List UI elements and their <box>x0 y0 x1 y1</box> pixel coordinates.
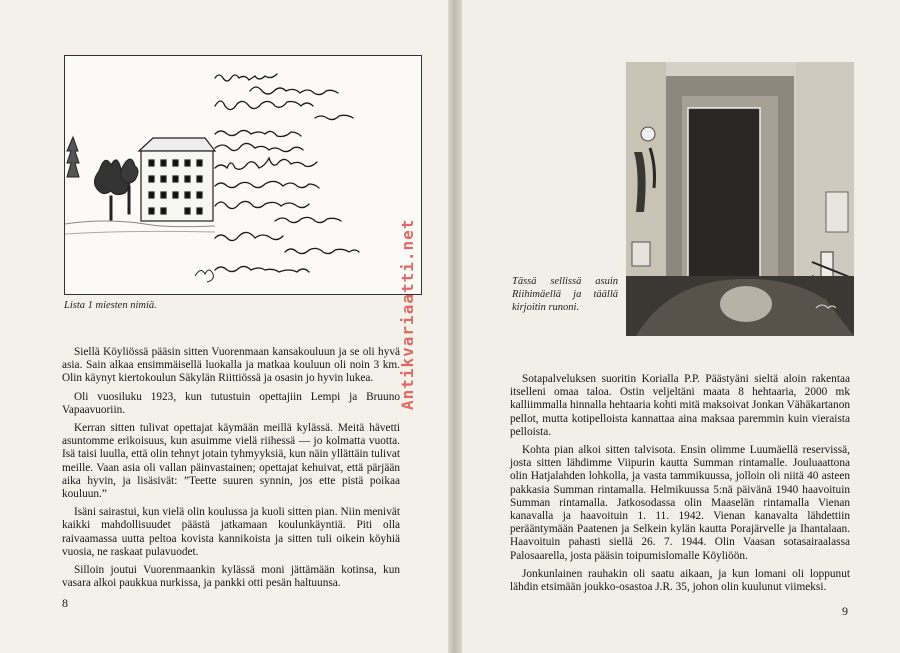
prison-cell-illustration <box>626 62 854 336</box>
paragraph: Silloin joutui Vuorenmaankin kylässä moni jättämään kotinsa, kun vasara alkoi paukkua nurkissa, ja pankki otti pesän haltuunsa. <box>62 564 400 590</box>
paragraph: Siellä Köyliössä pääsin sitten Vuorenmaan kansakouluun ja se oli hyvä asia. Sain alkaa ensimmäisellä luokalla ja matkaa kouluun oli noin 3 km. Olin käynyt kiertokoulun Säkylän Riittiössä ja osasin jo hyvin lukea. <box>62 346 400 385</box>
cell-door-icon <box>626 62 854 336</box>
watermark: Antikvariaatti.net <box>398 218 417 410</box>
paragraph: Isäni sairastui, kun vielä olin koulussa ja kuoli sitten pian. Niin menivät kaikki mahdollisuudet päästä jatkamaan koulunkäyntiä. Piti olla raivaamassa uutta peltoa kovista kannikoista ja sitten tuli oikein köyhiä vuosia, ne raskaat pulavuodet. <box>62 506 400 558</box>
right-page-body <box>510 373 850 599</box>
paragraph: Kohta pian alkoi sitten talvisota. Ensin olimme Luumäellä reservissä, josta sitten lähdimme Viipurin kautta Summan rintamalle. Jouluaattona olin Hatjalahden lohkolla, ja vasta tammikuussa, jolloin oli niitä 40 asteen pakkasia Summan rintamalla. Helmikuussa 5:nä päivänä 1940 haavoituin Summan rintamalla. Jatkosodassa olin Maaselän rintamalla Vienan kanavalla ja haavoituin 1. 11. 1942. Vienan kanavalta lähdettiin perääntymään Paatenen ja Selkein kylän kautta Porajärvelle ja Ihantalaan. Haavoituin pahasti siellä 26. 7. 1944. Olin Vaasan sotasairaalassa Palosaarella, josta pääsin toipumislomalle Köyliöön. <box>510 444 850 562</box>
page-number-left: 8 <box>62 596 68 610</box>
right-figure-caption: Tässä sellissä asuin Riihimäellä ja täällä kirjoitin runoni. <box>512 276 618 313</box>
paragraph: Jonkunlainen rauhakin oli saatu aikaan, ja kun lomani oli loppunut lähdin etsimään joukko-osastoa J.R. 35, johon olin kuulunut viimeksi. <box>510 567 850 594</box>
paragraph: Sotapalveluksen suoritin Korialla P.P. Päästyäni sieltä aloin rakentaa itselleni omaa taloa. Ostin veljeltäni maata 8 hehtaaria, 2000 mk kalliimmalla hinnalla hehtaaria kohti mitä maksoivat Jonkan Vähäkartanon pellot, mutta kotipelloista kannattaa aina maksaa paremmin kuin vieraista pelloista. <box>510 373 850 438</box>
paragraph: Oli vuosiluku 1923, kun tutustuin opettajiin Lempi ja Bruuno Vapaavuoriin. <box>62 390 400 416</box>
left-figure-caption: Lista 1 miesten nimiä. <box>64 300 157 311</box>
handwritten-list-illustration <box>64 55 422 295</box>
building-sketch-icon <box>65 56 421 294</box>
page-number-right: 9 <box>842 604 848 618</box>
watermark-container <box>398 218 418 430</box>
paragraph: Kerran sitten tulivat opettajat käymään meillä kylässä. Meitä hävetti asuntomme erikoisuus, kun asuimme vielä riihessä — jo kolmatta vuotta. Isä taisi luulla, että olin tehnyt jotain tyhmyyksiä, kun näin yllättäin tulivat meille. Vaan asia oli vallan päinvastainen; opettajat kehuivat, että pärjään aika hyvin, ja lisäsivät: ”Teette suuren synnin, jos ette pistä poikaa kouluun.” <box>62 422 400 501</box>
left-page-body <box>62 346 400 595</box>
book-gutter <box>448 0 462 653</box>
